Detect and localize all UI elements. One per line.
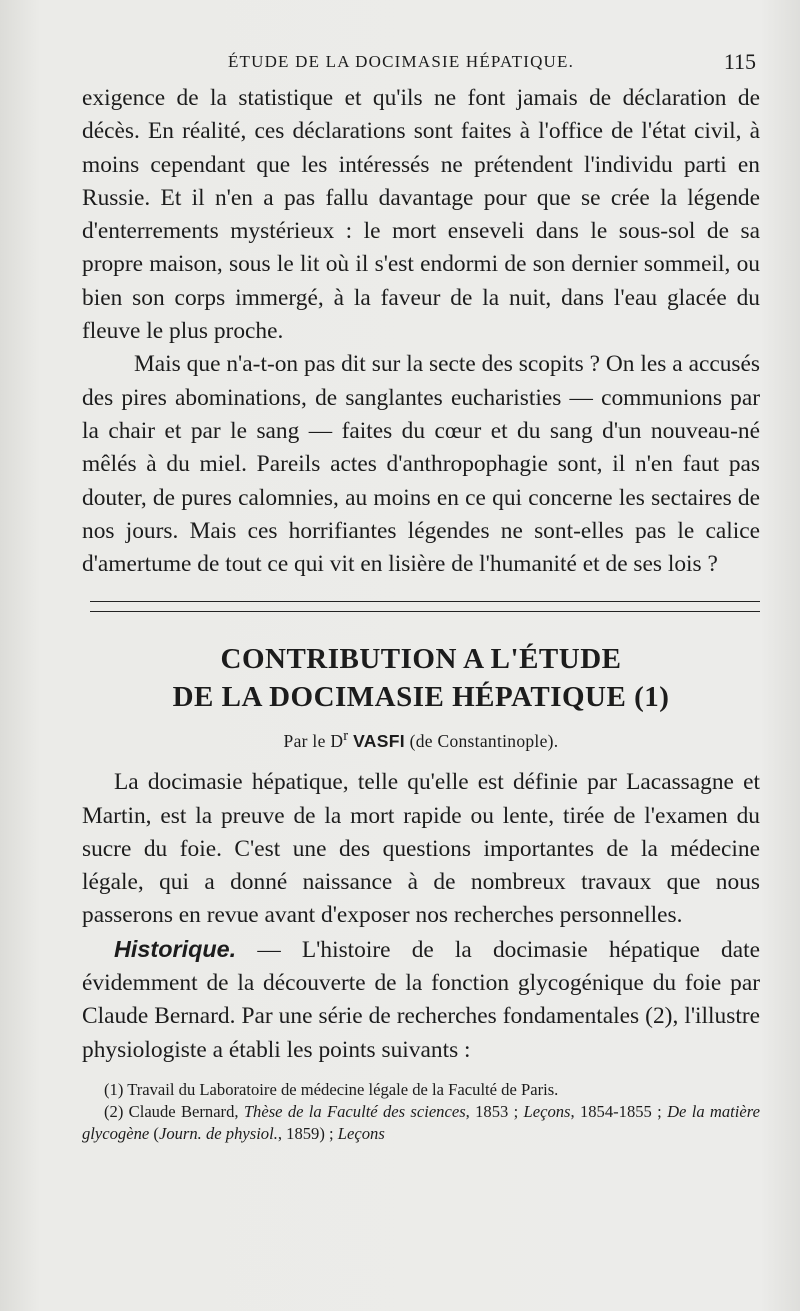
footnote-title: Journ. de physiol. [158, 1123, 278, 1143]
byline-sup: r [343, 728, 349, 745]
article-title-line: CONTRIBUTION A L'ÉTUDE [220, 643, 622, 676]
byline-suffix: (de Constantinople). [409, 731, 559, 752]
byline [82, 728, 760, 752]
footnote: (1) Travail du Laboratoire de médecine légale de la Faculté de Paris. [104, 1079, 559, 1099]
paragraph: exigence de la statistique et qu'ils ne font jamais de déclaration de décès. En réalité, ces déclarations sont faites à l'office de l'état civil, à moins cependant que les intéressés ne prétendent l'individu parti en Russie. Et il n'en a pas fallu davantage pour que se crée la légende d'enterrements mystérieux : le mort enseveli dans le sous-sol de sa propre maison, sous le lit où il s'est endormi de son dernier sommeil, ou bien son corps immergé, à la faveur de la nuit, dans l'eau glacée du fleuve le plus proche. [82, 85, 760, 345]
footnote-title: Leçons [523, 1101, 571, 1121]
footnote-text: , 1854-1855 ; [570, 1101, 668, 1121]
footnotes [82, 1079, 760, 1145]
paragraph [82, 933, 760, 1067]
run-in-heading: Historique. [114, 935, 237, 962]
article-title-line: DE LA DOCIMASIE HÉPATIQUE (1) [172, 681, 670, 714]
paragraph-text: — L'histoire de la docimasie hépatique date évidemment de la découverte de la fonction glycogénique du foie par Claude Bernard. Par une série de recherches fondamentales (2), l'illustre physiologiste a établi les points suivants : [82, 936, 760, 1063]
byline-author: VASFI [353, 731, 405, 752]
footnote-text: , 1859) ; [277, 1123, 338, 1143]
preceding-article-text [82, 82, 760, 581]
byline-prefix: Par le D [283, 731, 344, 752]
section-divider [90, 601, 760, 612]
footnote-title: Thèse de la Faculté des sciences [243, 1101, 466, 1121]
running-head [82, 42, 760, 82]
article-title [82, 640, 760, 716]
paragraph: Mais que n'a-t-on pas dit sur la secte des scopits ? On les a accusés des pires abominations, de sanglantes eucharisties — communions par la chair et par le sang — faites du cœur et du sang d'un nouveau-né mêlés à du miel. Pareils actes d'anthropophagie sont, il n'en faut pas douter, de pures calomnies, au moins en ce qui concerne les sectaires de nos jours. Mais ces horrifiantes légendes ne sont-elles pas le calice d'amertume de tout ce qui vit en lisière de l'humanité et de ses lois ? [82, 351, 760, 578]
paragraph: La docimasie hépatique, telle qu'elle est définie par Lacassagne et Martin, est la preuve de la mort rapide ou lente, tirée de l'examen du sucre du foie. C'est une des questions importantes de la médecine légale, qui a donné naissance à de nombreux travaux que nous passerons en revue avant d'exposer nos recherches personnelles. [82, 769, 760, 929]
footnote-text: , 1853 ; [465, 1101, 524, 1121]
footnote [82, 1101, 760, 1145]
article-body [82, 766, 760, 1067]
running-title: ÉTUDE DE LA DOCIMASIE HÉPATIQUE. [227, 52, 575, 71]
footnote-title: De la matière glycogène [82, 1101, 760, 1143]
footnote-title: Leçons [337, 1123, 385, 1143]
footnote-text: (2) Claude Bernard, [104, 1101, 244, 1121]
page-number: 115 [723, 49, 756, 74]
footnote-text: ( [149, 1123, 159, 1143]
